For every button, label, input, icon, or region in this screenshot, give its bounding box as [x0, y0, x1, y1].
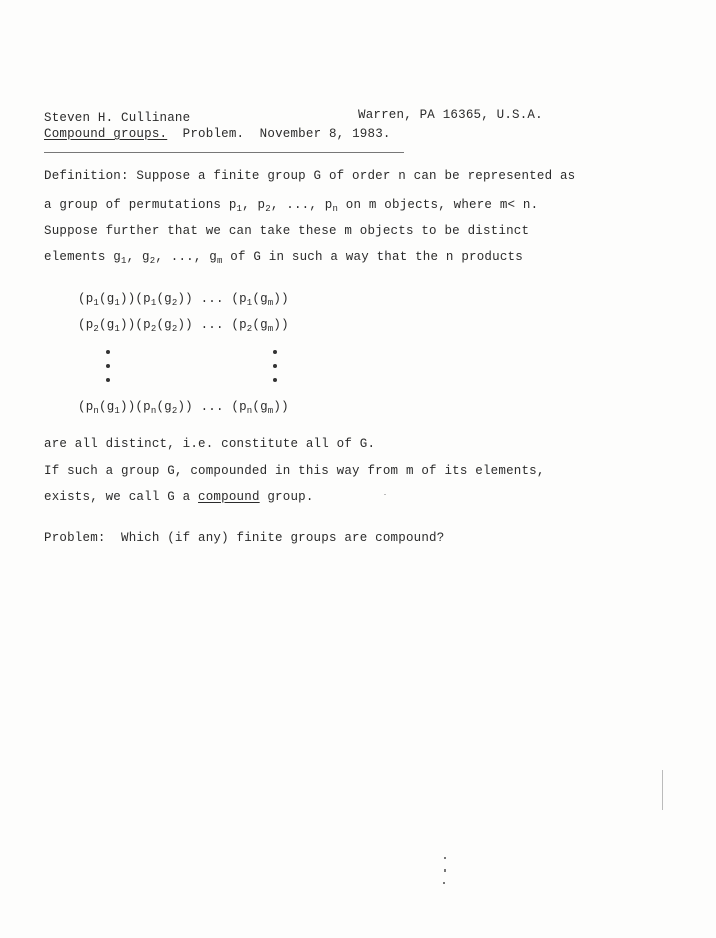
section-divider — [44, 152, 404, 153]
ellipsis-dot — [273, 378, 277, 382]
conclusion-line-3: exists, we call G a compound group. — [44, 490, 314, 504]
subject-kind: Problem. — [182, 127, 245, 141]
scan-speck — [384, 494, 386, 495]
author-name: Steven H. Cullinane — [44, 111, 191, 125]
scan-speck — [443, 882, 445, 884]
author-location: Warren, PA 16365, U.S.A. — [358, 108, 543, 122]
conclusion-line-1: are all distinct, i.e. constitute all of G. — [44, 437, 376, 451]
definition-line-2: a group of permutations $p_1$, $p_2$, ..., $p_n$ on m objects, where m< n. — [44, 198, 539, 214]
subject-topic: Compound groups. — [44, 127, 168, 141]
ellipsis-dot — [273, 364, 277, 368]
scan-speck — [444, 869, 446, 872]
product-row-2: $(p_2(g_1))(p_2(g_2))$ ... $(p_2(g_m))$ — [78, 318, 289, 334]
scan-speck — [662, 770, 663, 810]
definition-line-4: elements $g_1$, $g_2$, ..., $g_m$ of G in such a way that the n products — [44, 250, 523, 266]
compound-term: compound — [198, 490, 260, 504]
ellipsis-dot — [106, 378, 110, 382]
ellipsis-dot — [106, 350, 110, 354]
conclusion-line-2: If such a group G, compounded in this way from m of its elements, — [44, 464, 545, 478]
ellipsis-dot — [106, 364, 110, 368]
product-row-1: $(p_1(g_1))(p_1(g_2))$ ... $(p_1(g_m))$ — [78, 292, 289, 308]
document-date: November 8, 1983. — [259, 127, 391, 141]
definition-line-1: Definition: Suppose a finite group G of order n can be represented as — [44, 169, 576, 183]
scan-speck — [444, 857, 446, 859]
header-subject-line — [44, 126, 391, 142]
definition-line-3: Suppose further that we can take these m objects to be distinct — [44, 224, 530, 238]
ellipsis-dot — [273, 350, 277, 354]
problem-statement: Problem: Which (if any) finite groups are compound? — [44, 531, 445, 545]
product-row-n: $(p_n(g_1))(p_n(g_2))$ ... $(p_n(g_m))$ — [78, 400, 289, 416]
